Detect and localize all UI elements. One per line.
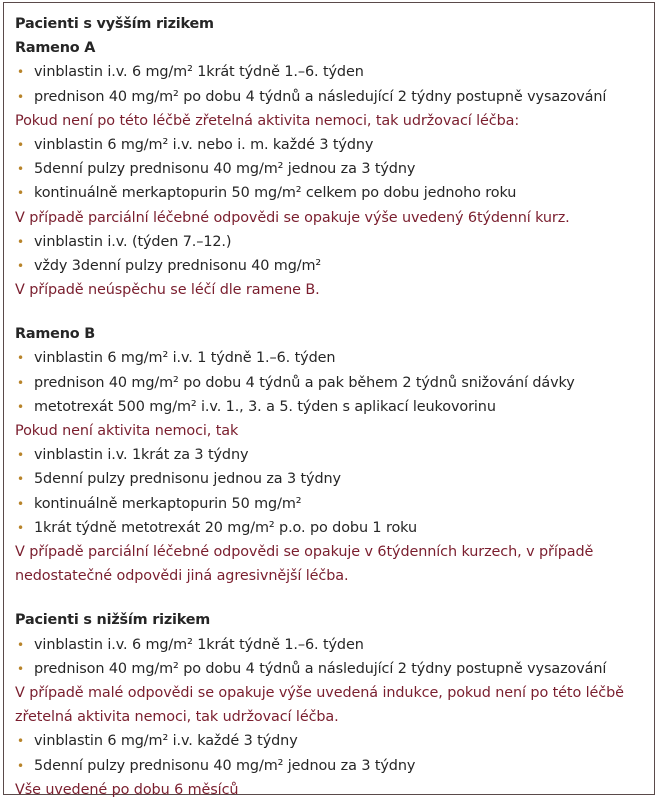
protocol-item-text: prednison 40 mg/m² po dobu 4 týdnů a následující 2 týdny postupně vysazování bbox=[34, 660, 607, 677]
protocol-item-text: 5denní pulzy prednisonu 40 mg/m² jednou za 3 týdny bbox=[34, 161, 416, 178]
protocol-item bbox=[15, 492, 654, 516]
bullet-dot-icon: • bbox=[17, 496, 24, 511]
bullet-dot-icon: • bbox=[17, 734, 24, 749]
protocol-item-text: 5denní pulzy prednisonu 40 mg/m² jednou za 3 týdny bbox=[34, 757, 416, 774]
protocol-item-text: kontinuálně merkaptopurin 50 mg/m² bbox=[34, 495, 302, 512]
bullet-dot-icon: • bbox=[17, 472, 24, 487]
bullet-dot-icon: • bbox=[17, 234, 24, 249]
bullet-dot-icon: • bbox=[17, 65, 24, 80]
protocol-item-text: kontinuálně merkaptopurin 50 mg/m² celkem po dobu jednoho roku bbox=[34, 185, 517, 202]
protocol-item-text: vinblastin i.v. (týden 7.–12.) bbox=[34, 233, 232, 250]
bullet-dot-icon: • bbox=[17, 399, 24, 414]
section-heading: Pacienti s vyšším rizikem bbox=[15, 16, 214, 32]
protocol-note: Vše uvedené po dobu 6 měsíců bbox=[15, 781, 239, 798]
treatment-protocol-box bbox=[3, 2, 655, 798]
protocol-section bbox=[15, 608, 654, 802]
protocol-item-text: vinblastin i.v. 6 mg/m² 1krát týdně 1.–6. týden bbox=[34, 64, 364, 81]
protocol-section bbox=[15, 12, 654, 302]
protocol-item-text: vinblastin i.v. 1krát za 3 týdny bbox=[34, 447, 249, 464]
section-heading: Rameno B bbox=[15, 326, 96, 343]
protocol-item bbox=[15, 346, 654, 370]
bullet-dot-icon: • bbox=[17, 89, 24, 104]
bullet-dot-icon: • bbox=[17, 520, 24, 535]
protocol-item bbox=[15, 657, 654, 681]
protocol-note: V případě parciální léčebné odpovědi se opakuje výše uvedený 6týdenní kurz. bbox=[15, 209, 570, 226]
protocol-item bbox=[15, 371, 654, 395]
protocol-item-text: vinblastin i.v. 6 mg/m² 1krát týdně 1.–6. týden bbox=[34, 636, 364, 653]
bullet-dot-icon: • bbox=[17, 137, 24, 152]
protocol-note: V případě malé odpovědi se opakuje výše uvedená indukce, pokud není po této léčbě zřetelná aktivita nemoci, tak udržovací léčba. bbox=[15, 684, 624, 726]
section-heading: Rameno A bbox=[15, 40, 96, 57]
protocol-item-text: vinblastin 6 mg/m² i.v. každé 3 týdny bbox=[34, 733, 298, 750]
protocol-item bbox=[15, 230, 654, 254]
protocol-item bbox=[15, 254, 654, 278]
bullet-dot-icon: • bbox=[17, 758, 24, 773]
protocol-item-text: prednison 40 mg/m² po dobu 4 týdnů a následující 2 týdny postupně vysazování bbox=[34, 88, 607, 105]
protocol-item bbox=[15, 729, 654, 753]
bullet-dot-icon: • bbox=[17, 186, 24, 201]
protocol-item-text: vinblastin 6 mg/m² i.v. 1 týdně 1.–6. týden bbox=[34, 350, 336, 367]
protocol-item-text: metotrexát 500 mg/m² i.v. 1., 3. a 5. týden s aplikací leukovorinu bbox=[34, 398, 496, 415]
bullet-dot-icon: • bbox=[17, 258, 24, 273]
bullet-dot-icon: • bbox=[17, 375, 24, 390]
section-heading: Pacienti s nižším rizikem bbox=[15, 612, 211, 629]
protocol-note: V případě parciální léčebné odpovědi se opakuje v 6týdenních kurzech, v případě nedostatečné odpovědi jiná agresivnější léčba. bbox=[15, 543, 594, 585]
protocol-item bbox=[15, 754, 654, 778]
protocol-item-text: vinblastin 6 mg/m² i.v. nebo i. m. každé 3 týdny bbox=[34, 136, 374, 153]
protocol-item bbox=[15, 85, 654, 109]
bullet-dot-icon: • bbox=[17, 637, 24, 652]
protocol-section bbox=[15, 322, 654, 588]
protocol-note: Pokud není aktivita nemoci, tak bbox=[15, 423, 239, 439]
protocol-item bbox=[15, 181, 654, 205]
protocol-item-text: 1krát týdně metotrexát 20 mg/m² p.o. po dobu 1 roku bbox=[34, 519, 417, 536]
protocol-item bbox=[15, 395, 654, 419]
protocol-item bbox=[15, 60, 654, 84]
bullet-dot-icon: • bbox=[17, 351, 24, 366]
protocol-item-text: 5denní pulzy prednisonu jednou za 3 týdny bbox=[34, 471, 341, 488]
protocol-item-text: prednison 40 mg/m² po dobu 4 týdnů a pak během 2 týdnů snižování dávky bbox=[34, 374, 575, 391]
protocol-item bbox=[15, 443, 654, 467]
protocol-item bbox=[15, 467, 654, 491]
protocol-content bbox=[15, 12, 654, 802]
bullet-dot-icon: • bbox=[17, 448, 24, 463]
protocol-item bbox=[15, 633, 654, 657]
protocol-note: V případě neúspěchu se léčí dle ramene B. bbox=[15, 282, 320, 299]
protocol-item bbox=[15, 133, 654, 157]
protocol-item bbox=[15, 157, 654, 181]
protocol-note: Pokud není po této léčbě zřetelná aktivita nemoci, tak udržovací léčba: bbox=[15, 112, 520, 129]
bullet-dot-icon: • bbox=[17, 661, 24, 676]
protocol-item bbox=[15, 516, 654, 540]
bullet-dot-icon: • bbox=[17, 162, 24, 177]
protocol-item-text: vždy 3denní pulzy prednisonu 40 mg/m² bbox=[34, 257, 322, 274]
